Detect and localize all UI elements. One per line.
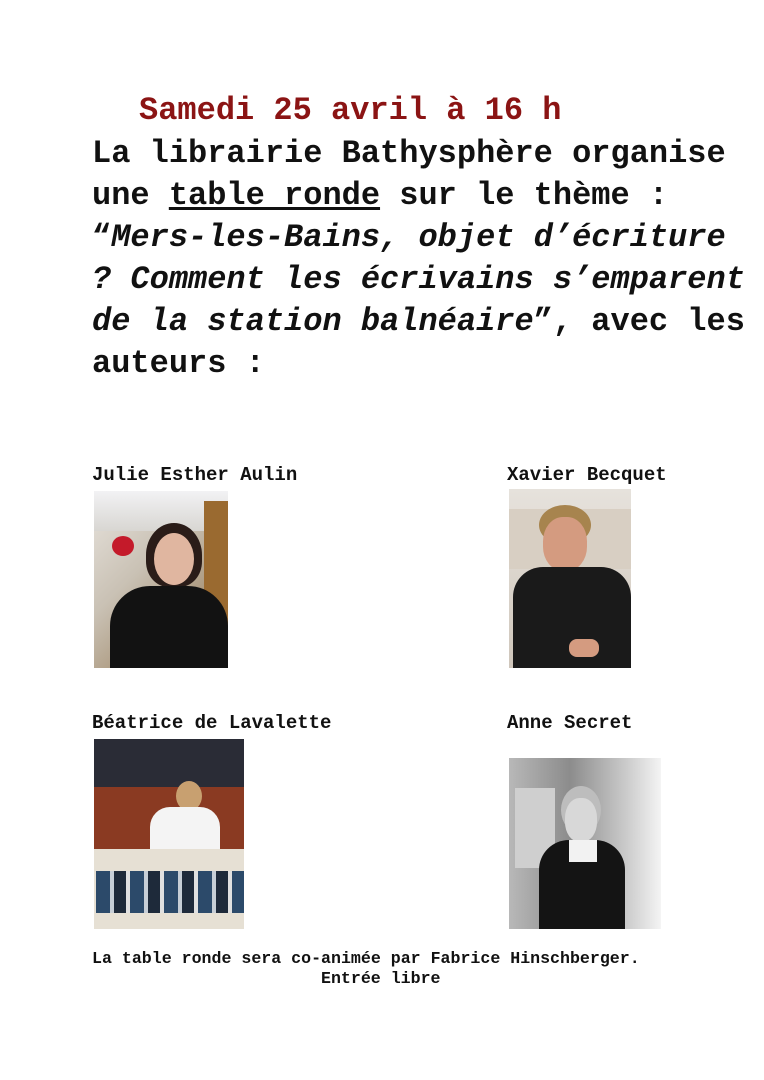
author-name: Béatrice de Lavalette: [92, 712, 332, 734]
author-photo: [509, 489, 631, 668]
event-date: Samedi 25 avril à 16 h: [139, 92, 562, 129]
event-description: [92, 133, 752, 385]
moderator-line: La table ronde sera co-animée par Fabrice Hinschberger.: [92, 949, 640, 968]
entry-line: Entrée libre: [321, 969, 441, 988]
author-name: Julie Esther Aulin: [92, 464, 298, 486]
intro-text: La librairie Bathysphère organise une: [92, 135, 726, 214]
intro-text-2: sur le thème : “: [92, 177, 669, 256]
author-name: Anne Secret: [507, 712, 633, 734]
footer: [0, 949, 764, 989]
author-photo: [509, 758, 661, 929]
author-photo: [94, 739, 244, 929]
theme-title: Mers-les-Bains, objet d’écriture ? Comment les écrivains s’emparent de la station balnéaire: [92, 219, 745, 340]
intro-text-3: ”, avec les auteurs :: [92, 303, 745, 382]
author-photo: [94, 491, 228, 668]
intro-underlined: table ronde: [168, 177, 381, 214]
author-name: Xavier Becquet: [507, 464, 667, 486]
